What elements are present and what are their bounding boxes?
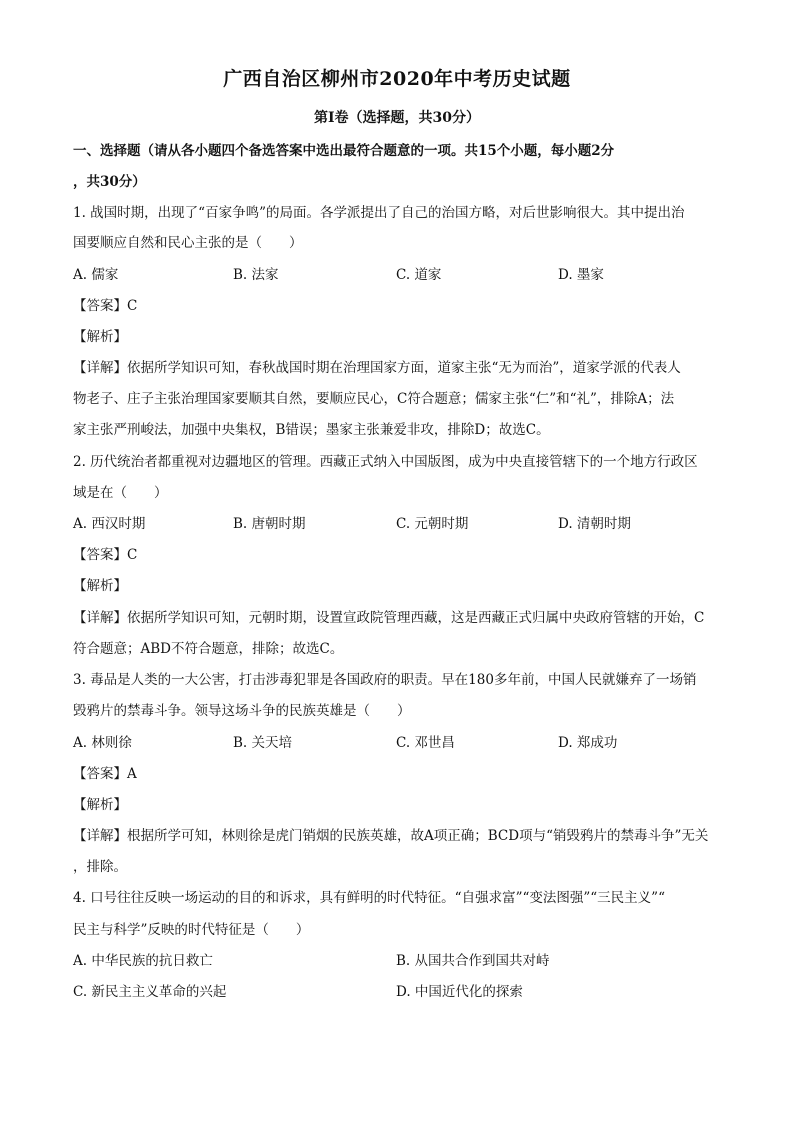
q1-answer: 【答案】C [73,298,138,314]
q4-stem-line2: 民主与科学”反映的时代特征是（ ） [73,922,310,938]
q4-stem-line1: 4. 口号往往反映一场运动的目的和诉求，具有鲜明的时代特征。“自强求富”“变法图强”“三民主义”“ [73,890,665,906]
q2-answer: 【答案】C [73,547,138,563]
q3-detail-line2: ，排除。 [73,859,127,875]
section-heading-line2: ，共30分） [73,174,146,190]
q1-option-a: A. 儒家 [73,267,119,283]
q2-option-d: D. 清朝时期 [558,516,631,532]
q1-stem-line1: 1. 战国时期，出现了“百家争鸣”的局面。各学派提出了自己的治国方略，对后世影响很大。其中提出治 [73,205,685,221]
q2-stem-line1: 2. 历代统治者都重视对边疆地区的管理。西藏正式纳入中国版图，成为中央直接管辖下的一个地方行政区 [73,454,698,470]
section-subtitle: 第Ⅰ卷（选择题，共30分） [313,110,481,126]
q3-option-b: B. 关天培 [233,735,293,751]
page-title: 广西自治区柳州市2020年中考历史试题 [223,68,571,90]
q3-option-c: C. 邓世昌 [396,735,455,751]
q4-option-a: A. 中华民族的抗日救亡 [73,953,213,969]
q1-detail-line1: 【详解】依据所学知识可知，春秋战国时期在治理国家方面，道家主张“无为而治”，道家学派的代表人 [73,360,681,376]
q4-option-b: B. 从国共合作到国共对峙 [396,953,550,969]
q1-option-b: B. 法家 [233,267,279,283]
q2-stem-line2: 域是在（ ） [73,485,168,501]
q1-detail-line3: 家主张严刑峻法，加强中央集权，B错误；墨家主张兼爱非攻，排除D；故选C。 [73,422,550,438]
q2-analysis-label: 【解析】 [73,578,127,594]
q3-detail-line1: 【详解】根据所学可知，林则徐是虎门销烟的民族英雄，故A项正确；BCD项与“销毁鸦片的禁毒斗争”无关 [73,828,709,844]
q4-option-c: C. 新民主主义革命的兴起 [73,984,227,1000]
q1-detail-line2: 物老子、庄子主张治理国家要顺其自然，要顺应民心，C符合题意；儒家主张“仁”和“礼”，排除A；法 [73,391,675,407]
q2-option-b: B. 唐朝时期 [233,516,306,532]
q1-option-d: D. 墨家 [558,267,604,283]
q2-option-a: A. 西汉时期 [73,516,146,532]
q3-option-d: D. 郑成功 [558,735,618,751]
q2-option-c: C. 元朝时期 [396,516,469,532]
q1-analysis-label: 【解析】 [73,329,127,345]
q2-detail-line2: 符合题意；ABD不符合题意，排除；故选C。 [73,641,344,657]
q3-analysis-label: 【解析】 [73,797,127,813]
q3-option-a: A. 林则徐 [73,735,132,751]
q1-option-c: C. 道家 [396,267,442,283]
section-heading-line1: 一、选择题（请从各小题四个备选答案中选出最符合题意的一项。共15个小题，每小题2分 [73,143,615,159]
q3-answer: 【答案】A [73,766,137,782]
q1-stem-line2: 国要顺应自然和民心主张的是（ ） [73,235,303,251]
q3-stem-line1: 3. 毒品是人类的一大公害，打击涉毒犯罪是各国政府的职责。早在180多年前，中国人民就嫌弃了一场销 [73,672,697,688]
q4-option-d: D. 中国近代化的探索 [396,984,523,1000]
q3-stem-line2: 毁鸦片的禁毒斗争。领导这场斗争的民族英雄是（ ） [73,703,411,719]
q2-detail-line1: 【详解】依据所学知识可知，元朝时期，设置宣政院管理西藏，这是西藏正式归属中央政府管辖的开始，C [73,610,705,626]
